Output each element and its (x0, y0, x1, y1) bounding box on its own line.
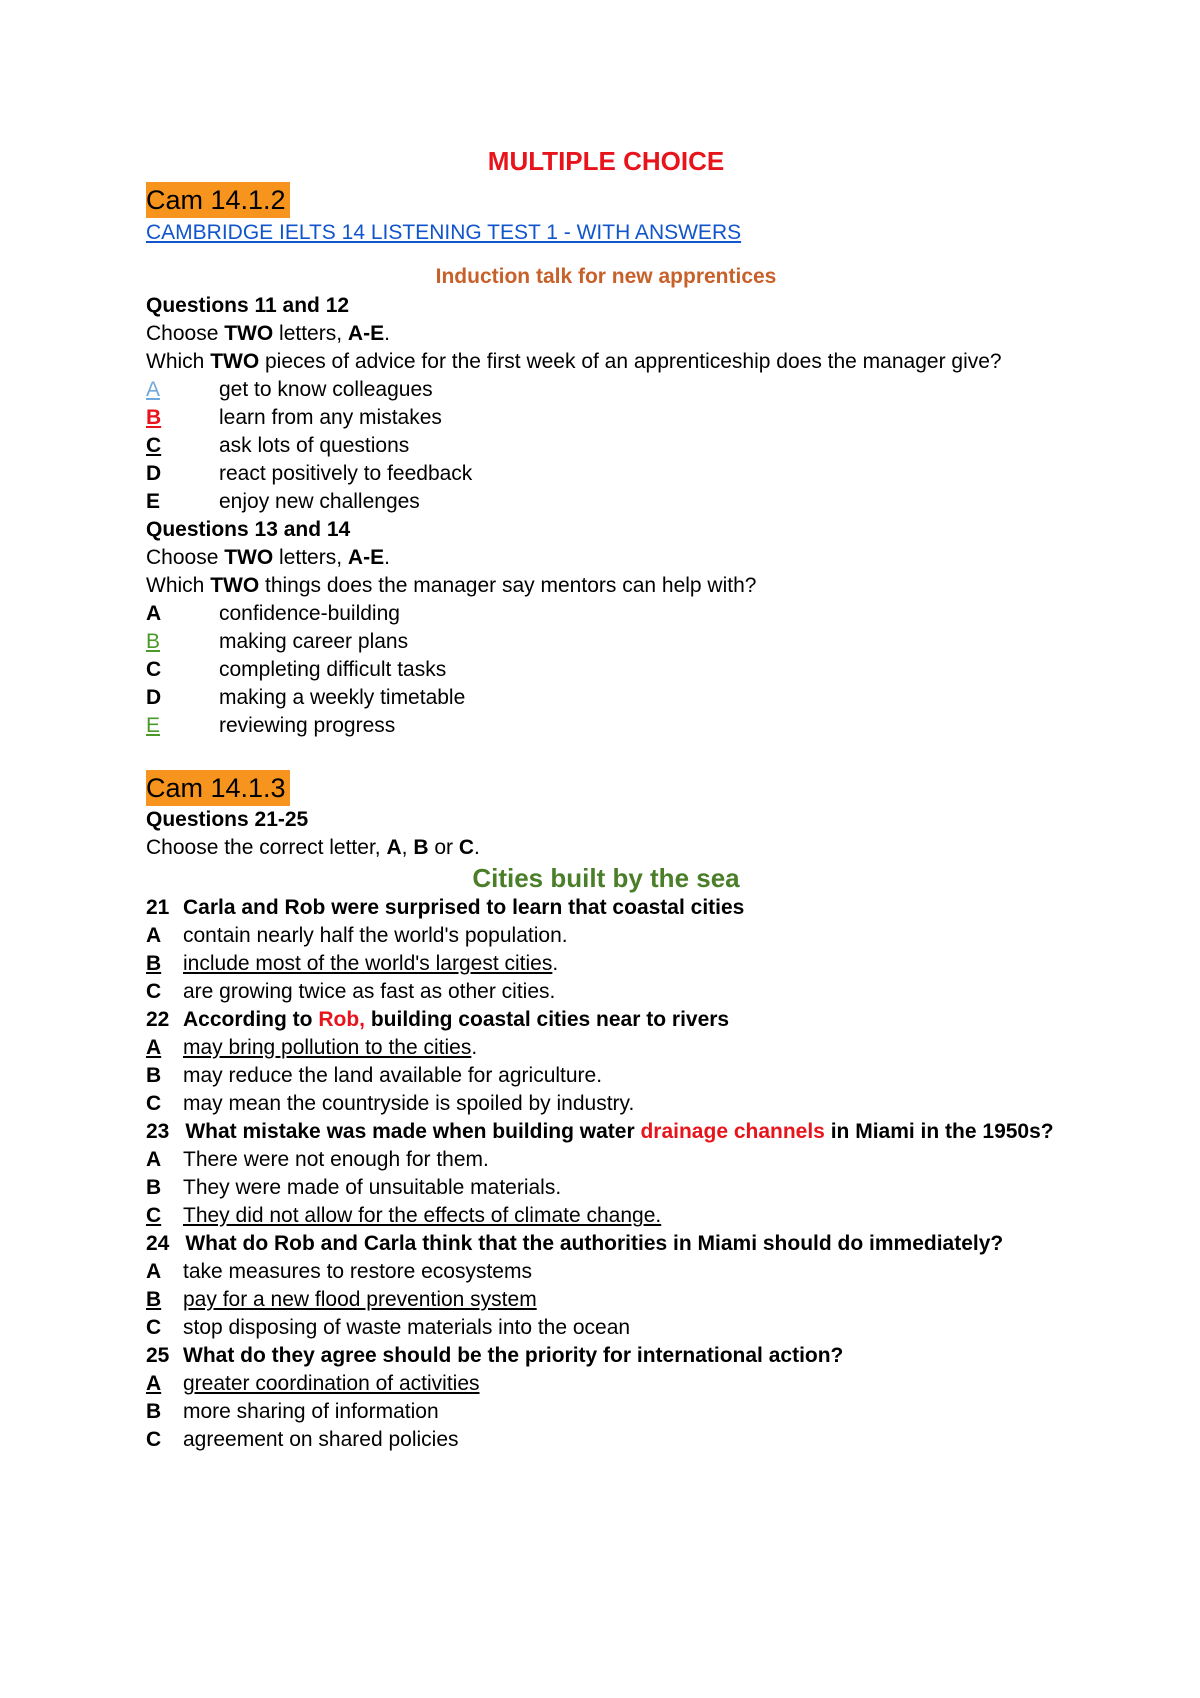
question-number: 25 (146, 1344, 170, 1367)
topic-title: Cities built by the sea (472, 863, 740, 893)
question-text: According to Rob, building coastal cities near to rivers (183, 1008, 730, 1031)
question-23 (146, 1118, 1066, 1146)
option-text: enjoy new challenges (219, 490, 420, 513)
option-22-b: B may reduce the land available for agriculture. (146, 1064, 603, 1087)
option-letter: C (146, 434, 162, 457)
question-text: What do they agree should be the priority for international action? (183, 1344, 844, 1367)
option-13-a (146, 600, 1066, 628)
option-letter: E (146, 714, 161, 737)
questions-11-12-heading: Questions 11 and 12 (146, 294, 350, 317)
section-tag-cam-14-1-3: Cam 14.1.3 (146, 770, 290, 806)
question-number: 24 (146, 1232, 170, 1255)
option-23-c: C They did not allow for the effects of climate change. (146, 1204, 662, 1227)
option-21-c: C are growing twice as fast as other cities. (146, 980, 556, 1003)
page-title: MULTIPLE CHOICE (487, 146, 725, 176)
question-11-12-text: Which TWO pieces of advice for the first week of an apprenticeship does the manager give? (146, 350, 1002, 373)
instruction-11-12: Choose TWO letters, A-E. (146, 322, 390, 345)
option-22-c: C may mean the countryside is spoiled by industry. (146, 1092, 635, 1115)
option-21-b: B include most of the world's largest cities. (146, 952, 559, 975)
questions-21-25-heading: Questions 21-25 (146, 808, 309, 831)
option-11-a (146, 376, 1066, 404)
option-13-d (146, 684, 1066, 712)
question-13-14-text: Which TWO things does the manager say mentors can help with? (146, 574, 757, 597)
option-text: reviewing progress (219, 714, 396, 737)
question-number: 21 (146, 896, 170, 919)
question-text: What mistake was made when building water drainage channels in Miami in the 1950s? (185, 1120, 1054, 1143)
option-letter: B (146, 630, 161, 653)
option-25-a: A greater coordination of activities (146, 1372, 480, 1395)
question-text: What do Rob and Carla think that the authorities in Miami should do immediately? (185, 1232, 1004, 1255)
instruction-13-14: Choose TWO letters, A-E. (146, 546, 390, 569)
option-24-b: B pay for a new flood prevention system (146, 1288, 537, 1311)
option-letter: A (146, 602, 162, 625)
option-letter: C (146, 658, 162, 681)
option-25-c: C agreement on shared policies (146, 1428, 459, 1451)
option-text: completing difficult tasks (219, 658, 447, 681)
option-25-b: B more sharing of information (146, 1400, 439, 1423)
option-text: making career plans (219, 630, 409, 653)
option-text: react positively to feedback (219, 462, 473, 485)
question-24 (146, 1230, 1066, 1258)
option-13-c (146, 656, 1066, 684)
option-21-a: A contain nearly half the world's population. (146, 924, 568, 947)
question-21 (146, 894, 1066, 922)
question-text: Carla and Rob were surprised to learn that coastal cities (183, 896, 745, 919)
question-22 (146, 1006, 1066, 1034)
option-24-a: A take measures to restore ecosystems (146, 1260, 532, 1283)
section-tag-cam-14-1-2: Cam 14.1.2 (146, 182, 290, 218)
option-text: making a weekly timetable (219, 686, 466, 709)
option-text: confidence-building (219, 602, 400, 625)
option-letter: D (146, 462, 162, 485)
option-letter: B (146, 406, 162, 429)
instruction-21-25: Choose the correct letter, A, B or C. (146, 836, 480, 859)
option-23-b: B They were made of unsuitable materials. (146, 1176, 562, 1199)
test-link[interactable]: CAMBRIDGE IELTS 14 LISTENING TEST 1 - WITH ANSWERS (146, 221, 742, 244)
option-13-b (146, 628, 1066, 656)
question-25 (146, 1342, 1066, 1370)
option-letter: D (146, 686, 162, 709)
option-11-d (146, 460, 1066, 488)
question-number: 22 (146, 1008, 170, 1031)
option-22-a: A may bring pollution to the cities. (146, 1036, 478, 1059)
option-23-a: A There were not enough for them. (146, 1148, 489, 1171)
option-13-e (146, 712, 1066, 740)
document-content (146, 142, 1066, 1454)
option-letter: E (146, 490, 161, 513)
option-text: learn from any mistakes (219, 406, 442, 429)
question-number: 23 (146, 1120, 170, 1143)
option-letter: A (146, 378, 161, 401)
option-24-c: C stop disposing of waste materials into the ocean (146, 1316, 631, 1339)
questions-13-14-heading: Questions 13 and 14 (146, 518, 351, 541)
option-text: get to know colleagues (219, 378, 433, 401)
option-11-b (146, 404, 1066, 432)
section-subtitle: Induction talk for new apprentices (435, 265, 777, 288)
option-11-c (146, 432, 1066, 460)
option-11-e (146, 488, 1066, 516)
option-text: ask lots of questions (219, 434, 410, 457)
